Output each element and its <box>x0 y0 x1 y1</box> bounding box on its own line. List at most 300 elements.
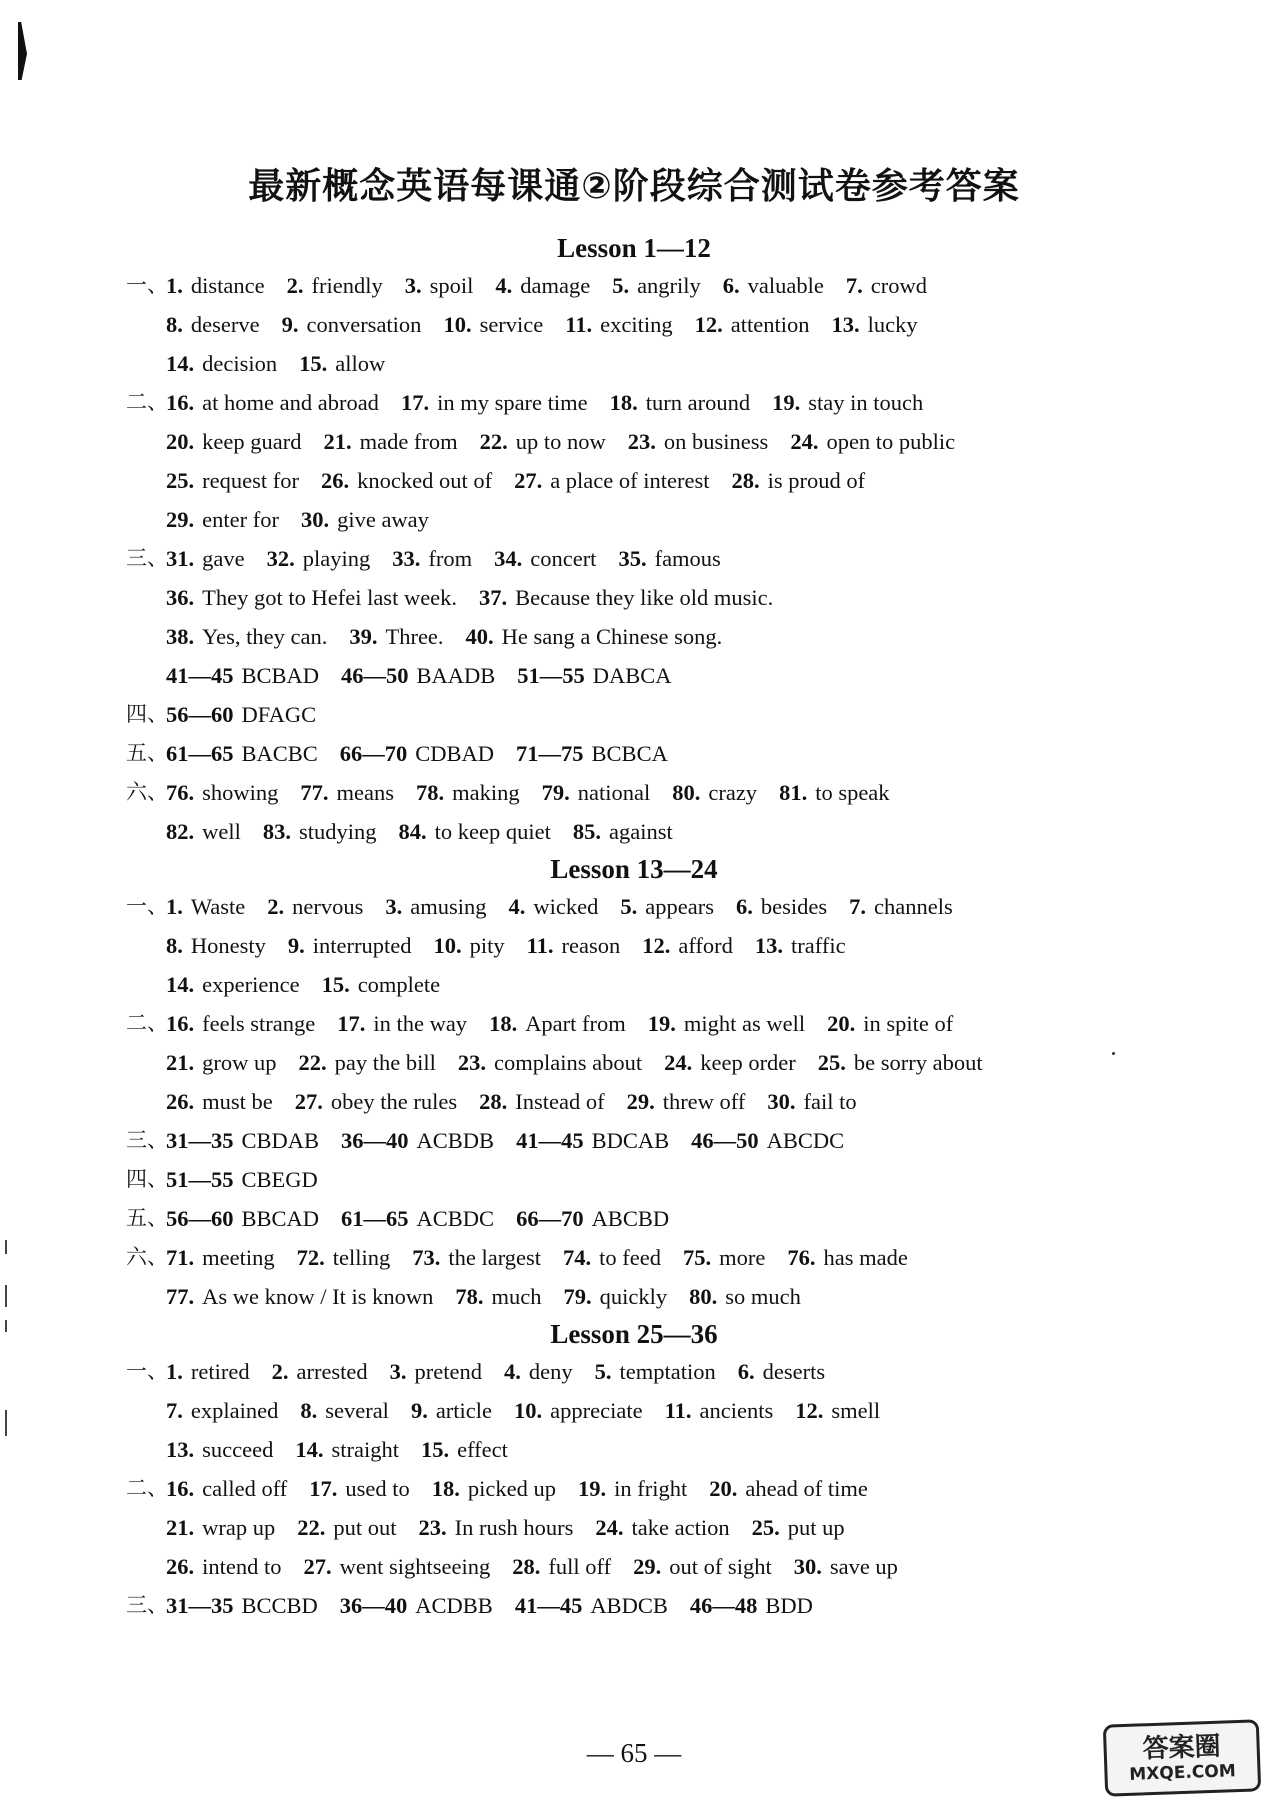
answer-text: from <box>428 546 473 571</box>
question-number: 19. <box>772 390 801 415</box>
question-number: 26. <box>166 1089 195 1114</box>
question-number: 31—35 <box>166 1128 234 1153</box>
answer-text: succeed <box>202 1437 274 1462</box>
answer-item <box>563 1238 661 1277</box>
question-number: 17. <box>309 1476 338 1501</box>
question-number: 83. <box>262 819 291 844</box>
answer-item <box>166 1082 273 1121</box>
answer-item <box>166 812 241 851</box>
answer-item <box>340 1586 493 1625</box>
question-number: 3. <box>385 894 403 919</box>
part-marker: 一、 <box>126 894 168 918</box>
answer-text: ahead of time <box>745 1476 868 1501</box>
part-marker: 二、 <box>126 390 168 414</box>
question-number: 14. <box>166 972 195 997</box>
question-number: 11. <box>565 312 593 337</box>
answer-item <box>166 1277 433 1316</box>
answer-text: Three. <box>385 624 444 649</box>
page-title: 最新概念英语每课通②阶段综合测试卷参考答案 <box>248 166 1020 207</box>
question-number: 82. <box>166 819 195 844</box>
answer-item <box>527 926 621 965</box>
answer-item <box>166 965 300 1004</box>
answer-text: effect <box>457 1437 508 1462</box>
question-number: 41—45 <box>166 663 234 688</box>
answer-line <box>126 734 1170 773</box>
answer-item <box>618 539 720 578</box>
answer-item <box>166 1586 318 1625</box>
answer-line <box>126 695 1170 734</box>
answer-item <box>322 965 441 1004</box>
question-number: 25. <box>166 468 195 493</box>
answer-text: quickly <box>599 1284 668 1309</box>
answer-text: telling <box>332 1245 391 1270</box>
answer-line <box>130 578 1170 617</box>
answer-text: crowd <box>870 273 927 298</box>
answer-items <box>130 972 462 997</box>
question-number: 10. <box>433 933 462 958</box>
answer-items <box>130 1398 902 1423</box>
answer-item <box>166 578 457 617</box>
question-number: 28. <box>731 468 760 493</box>
answer-item <box>299 1043 436 1082</box>
question-number: 20. <box>827 1011 856 1036</box>
margin-tick <box>5 1240 7 1254</box>
answer-line <box>126 1586 1170 1625</box>
answer-text: to speak <box>815 780 890 805</box>
question-number: 15. <box>420 1437 450 1462</box>
answer-line <box>130 1547 1170 1586</box>
answer-item <box>295 1082 457 1121</box>
question-number: 36. <box>166 585 195 610</box>
part-marker: 二、 <box>126 1011 168 1035</box>
answer-text: exciting <box>600 312 673 337</box>
answer-text: ABDCB <box>590 1593 668 1618</box>
question-number: 85. <box>572 819 601 844</box>
answer-text: Apart from <box>525 1011 626 1036</box>
question-number: 5. <box>620 894 638 919</box>
answer-items <box>130 312 940 337</box>
part-marker: 六、 <box>126 780 168 804</box>
question-number: 76. <box>166 780 195 805</box>
answer-text: ABCBD <box>591 1206 670 1231</box>
answer-items <box>130 819 695 844</box>
question-number: 24. <box>595 1515 624 1540</box>
question-number: 22. <box>297 1515 326 1540</box>
answer-item <box>349 617 443 656</box>
answer-text: concert <box>530 546 597 571</box>
answer-text: interrupted <box>312 933 412 958</box>
answer-item <box>542 773 651 812</box>
answer-items <box>130 780 912 805</box>
answer-line <box>130 1430 1170 1469</box>
answer-item <box>731 461 865 500</box>
answer-item <box>166 539 245 578</box>
answer-text: appears <box>645 894 714 919</box>
answer-item <box>628 422 769 461</box>
answer-text: in spite of <box>863 1011 954 1036</box>
answer-text: CDBAD <box>415 741 495 766</box>
answer-line <box>126 1352 1170 1391</box>
question-number: 20. <box>166 429 195 454</box>
answer-item <box>166 773 278 812</box>
answer-items <box>130 1437 530 1462</box>
answer-line <box>130 617 1170 656</box>
question-number: 14. <box>295 1437 324 1462</box>
answer-items <box>130 1245 930 1270</box>
question-number: 5. <box>612 273 630 298</box>
answer-content <box>126 230 1170 1625</box>
answer-item <box>818 1043 983 1082</box>
question-number: 18. <box>489 1011 518 1036</box>
answer-item <box>166 1547 282 1586</box>
answer-items <box>130 351 407 376</box>
answer-text: valuable <box>747 273 824 298</box>
answer-text: national <box>577 780 651 805</box>
answer-line <box>130 500 1170 539</box>
answer-item <box>337 1004 467 1043</box>
answer-line <box>126 1469 1170 1508</box>
answer-text: BCCBD <box>241 1593 318 1618</box>
answer-text: against <box>608 819 673 844</box>
answer-item <box>665 1391 774 1430</box>
question-number: 74. <box>563 1245 592 1270</box>
answer-text: Because they like old music. <box>515 585 774 610</box>
answer-text: studying <box>299 819 377 844</box>
answer-line <box>126 539 1170 578</box>
question-number: 12. <box>694 312 723 337</box>
question-number: 24. <box>664 1050 693 1075</box>
question-number: 21. <box>166 1050 195 1075</box>
answer-text: obey the rules <box>330 1089 458 1114</box>
question-number: 28. <box>512 1554 541 1579</box>
question-number: 30. <box>300 507 330 532</box>
answer-line <box>126 383 1170 422</box>
answer-items <box>130 1515 867 1540</box>
question-number: 22. <box>479 429 508 454</box>
answer-text: well <box>202 819 241 844</box>
question-number: 72. <box>296 1245 325 1270</box>
question-number: 36—40 <box>339 1593 408 1618</box>
question-number: 11. <box>664 1398 692 1423</box>
answer-items <box>130 894 975 919</box>
answer-text: is proud of <box>767 468 866 493</box>
answer-item <box>282 305 422 344</box>
answer-item <box>166 422 301 461</box>
answer-text: He sang a Chinese song. <box>501 624 723 649</box>
question-number: 18. <box>609 390 638 415</box>
answer-item <box>512 1547 611 1586</box>
answer-item <box>288 926 412 965</box>
question-number: 3. <box>389 1359 407 1384</box>
answer-text: ACBDC <box>416 1206 495 1231</box>
answer-text: DABCA <box>592 663 672 688</box>
answer-item <box>795 1391 880 1430</box>
answer-text: channels <box>874 894 953 919</box>
answer-line <box>130 461 1170 500</box>
answer-item <box>166 1508 275 1547</box>
answer-item <box>166 1160 318 1199</box>
question-number: 8. <box>166 312 183 337</box>
question-number: 4. <box>508 894 526 919</box>
answer-item <box>515 1586 668 1625</box>
answer-item <box>564 1277 668 1316</box>
answer-text: open to public <box>826 429 956 454</box>
question-number: 7. <box>166 1398 183 1423</box>
answer-item <box>610 383 750 422</box>
answer-item <box>309 1469 410 1508</box>
question-number: 35. <box>618 546 647 571</box>
answer-text: retired <box>190 1359 250 1384</box>
question-number: 66—70 <box>516 1206 584 1231</box>
answer-line <box>130 1391 1170 1430</box>
answer-text: deserve <box>190 312 260 337</box>
question-number: 4. <box>495 273 513 298</box>
answer-item <box>295 1430 399 1469</box>
question-number: 2. <box>286 273 304 298</box>
answer-items <box>130 390 945 415</box>
question-number: 1. <box>166 894 183 919</box>
question-number: 61—65 <box>166 741 234 766</box>
question-number: 56—60 <box>166 1206 234 1231</box>
answer-item <box>514 461 709 500</box>
question-number: 14. <box>166 351 195 376</box>
question-number: 6. <box>736 894 753 919</box>
answer-text: used to <box>345 1476 410 1501</box>
answer-item <box>648 1004 805 1043</box>
answer-item <box>323 422 457 461</box>
question-number: 20. <box>709 1476 738 1501</box>
question-number: 25. <box>817 1050 846 1075</box>
answer-item <box>301 500 429 539</box>
question-number: 51—55 <box>166 1167 234 1192</box>
answer-text: angrily <box>637 273 701 298</box>
answer-items <box>130 1554 920 1579</box>
answer-line <box>126 1121 1170 1160</box>
question-number: 4. <box>504 1359 521 1384</box>
answer-text: pity <box>469 933 505 958</box>
answer-item <box>620 887 714 926</box>
answer-text: put out <box>333 1515 397 1540</box>
question-number: 30. <box>767 1089 796 1114</box>
answer-text: afford <box>678 933 733 958</box>
answer-item <box>166 617 327 656</box>
question-number: 18. <box>431 1476 460 1501</box>
answer-text: BACBC <box>241 741 318 766</box>
answer-text: save up <box>829 1554 898 1579</box>
answer-text: might as well <box>683 1011 806 1036</box>
answer-item <box>166 656 319 695</box>
part-marker: 三、 <box>126 1128 168 1152</box>
answer-item <box>578 1469 687 1508</box>
answer-text: DFAGC <box>241 702 317 727</box>
answer-item <box>304 1547 491 1586</box>
answer-items <box>130 1011 975 1036</box>
question-number: 36—40 <box>341 1128 409 1153</box>
answer-item <box>166 1430 273 1469</box>
question-number: 23. <box>418 1515 447 1540</box>
answer-item <box>166 344 277 383</box>
part-marker: 三、 <box>126 546 168 570</box>
answer-text: deserts <box>762 1359 826 1384</box>
answer-item <box>516 1199 669 1238</box>
answer-item <box>341 1121 494 1160</box>
answer-item <box>300 773 394 812</box>
question-number: 46—50 <box>691 1128 759 1153</box>
part-marker: 三、 <box>126 1593 168 1617</box>
answer-item <box>772 383 923 422</box>
answer-text: article <box>435 1398 493 1423</box>
lesson-heading: Lesson 25—36 <box>550 1319 718 1349</box>
answer-item <box>300 1391 389 1430</box>
question-number: 79. <box>541 780 570 805</box>
answer-text: ACDBB <box>415 1593 493 1618</box>
question-number: 7. <box>849 894 866 919</box>
answer-text: They got to Hefei last week. <box>202 585 458 610</box>
question-number: 78. <box>416 780 445 805</box>
question-number: 9. <box>410 1398 428 1423</box>
question-number: 41—45 <box>516 1128 584 1153</box>
answer-items <box>130 468 887 493</box>
answer-text: full off <box>548 1554 612 1579</box>
answer-item <box>755 926 846 965</box>
answer-text: several <box>325 1398 389 1423</box>
answer-items <box>130 1050 1005 1075</box>
answer-items <box>130 1206 691 1231</box>
scan-speck <box>1112 1052 1115 1055</box>
answer-item <box>267 887 363 926</box>
answer-item <box>672 773 757 812</box>
answer-items <box>130 624 744 649</box>
answer-item <box>340 734 494 773</box>
answer-text: explained <box>190 1398 279 1423</box>
question-number: 23. <box>627 429 656 454</box>
answer-text: feels strange <box>202 1011 316 1036</box>
question-number: 7. <box>845 273 863 298</box>
answer-item <box>767 1082 856 1121</box>
part-marker: 四、 <box>126 702 168 726</box>
answer-text: BAADB <box>416 663 496 688</box>
answer-text: ancients <box>699 1398 774 1423</box>
answer-text: stay in touch <box>808 390 924 415</box>
answer-item <box>664 1043 796 1082</box>
question-number: 16. <box>166 1011 195 1036</box>
answer-item <box>297 1238 391 1277</box>
answer-item <box>509 887 599 926</box>
answer-item <box>683 1238 765 1277</box>
answer-item <box>455 1277 541 1316</box>
answer-items <box>130 273 949 298</box>
answer-line <box>130 1508 1170 1547</box>
answer-text: has made <box>823 1245 908 1270</box>
answer-text: went sightseeing <box>339 1554 491 1579</box>
answer-text: smell <box>831 1398 881 1423</box>
answer-text: complete <box>357 972 441 997</box>
question-number: 1. <box>166 273 183 298</box>
question-number: 6. <box>737 1359 755 1384</box>
answer-items <box>130 429 977 454</box>
answer-item <box>412 1238 541 1277</box>
answer-item <box>565 305 672 344</box>
part-marker: 五、 <box>126 741 168 765</box>
answer-text: Instead of <box>515 1089 605 1114</box>
question-number: 46—48 <box>689 1593 758 1618</box>
answer-item <box>489 1004 626 1043</box>
question-number: 30. <box>793 1554 822 1579</box>
answer-text: nervous <box>292 894 364 919</box>
question-number: 80. <box>672 780 701 805</box>
question-number: 28. <box>479 1089 508 1114</box>
question-number: 17. <box>337 1011 366 1036</box>
answer-text: Waste <box>190 894 246 919</box>
scan-edge-mark <box>18 22 27 80</box>
answer-item <box>297 1508 396 1547</box>
question-number: 12. <box>795 1398 824 1423</box>
question-number: 26. <box>320 468 350 493</box>
answer-line <box>126 266 1170 305</box>
question-number: 73. <box>412 1245 441 1270</box>
answer-line <box>130 1043 1170 1082</box>
answer-text: keep guard <box>202 429 302 454</box>
answer-text: wrap up <box>202 1515 276 1540</box>
question-number: 31—35 <box>166 1593 234 1618</box>
answer-item <box>723 266 824 305</box>
answer-item <box>790 422 955 461</box>
question-number: 8. <box>300 1398 318 1423</box>
answer-text: arrested <box>296 1359 368 1384</box>
part-marker: 四、 <box>126 1167 168 1191</box>
question-number: 23. <box>457 1050 486 1075</box>
answer-text: the largest <box>448 1245 542 1270</box>
answer-text: fail to <box>803 1089 857 1114</box>
answer-items <box>130 1089 879 1114</box>
answer-line <box>130 422 1170 461</box>
question-number: 46—50 <box>341 663 409 688</box>
answer-text: take action <box>631 1515 730 1540</box>
answer-item <box>166 734 318 773</box>
answer-item <box>166 1121 319 1160</box>
answer-item <box>517 656 671 695</box>
answer-item <box>399 812 551 851</box>
answer-text: a place of interest <box>550 468 710 493</box>
question-number: 26. <box>166 1554 195 1579</box>
answer-text: besides <box>760 894 828 919</box>
answer-text: called off <box>202 1476 288 1501</box>
question-number: 76. <box>787 1245 816 1270</box>
answer-text: famous <box>654 546 721 571</box>
answer-item <box>267 539 371 578</box>
question-number: 3. <box>404 273 422 298</box>
answer-item <box>595 1352 716 1391</box>
answer-item <box>504 1352 573 1391</box>
answer-item <box>612 266 701 305</box>
answer-item <box>752 1508 845 1547</box>
question-number: 71. <box>166 1245 195 1270</box>
answer-item <box>390 1352 482 1391</box>
question-number: 32. <box>266 546 295 571</box>
answer-text: out of sight <box>669 1554 772 1579</box>
answer-text: must be <box>202 1089 273 1114</box>
part-marker: 一、 <box>126 1359 168 1383</box>
question-number: 21. <box>323 429 352 454</box>
answer-text: making <box>452 780 520 805</box>
question-number: 38. <box>166 624 195 649</box>
answer-text: deny <box>528 1359 573 1384</box>
answer-item <box>166 926 266 965</box>
question-number: 1. <box>166 1359 183 1384</box>
answer-text: crazy <box>708 780 758 805</box>
answer-item <box>263 812 377 851</box>
question-number: 81. <box>779 780 808 805</box>
